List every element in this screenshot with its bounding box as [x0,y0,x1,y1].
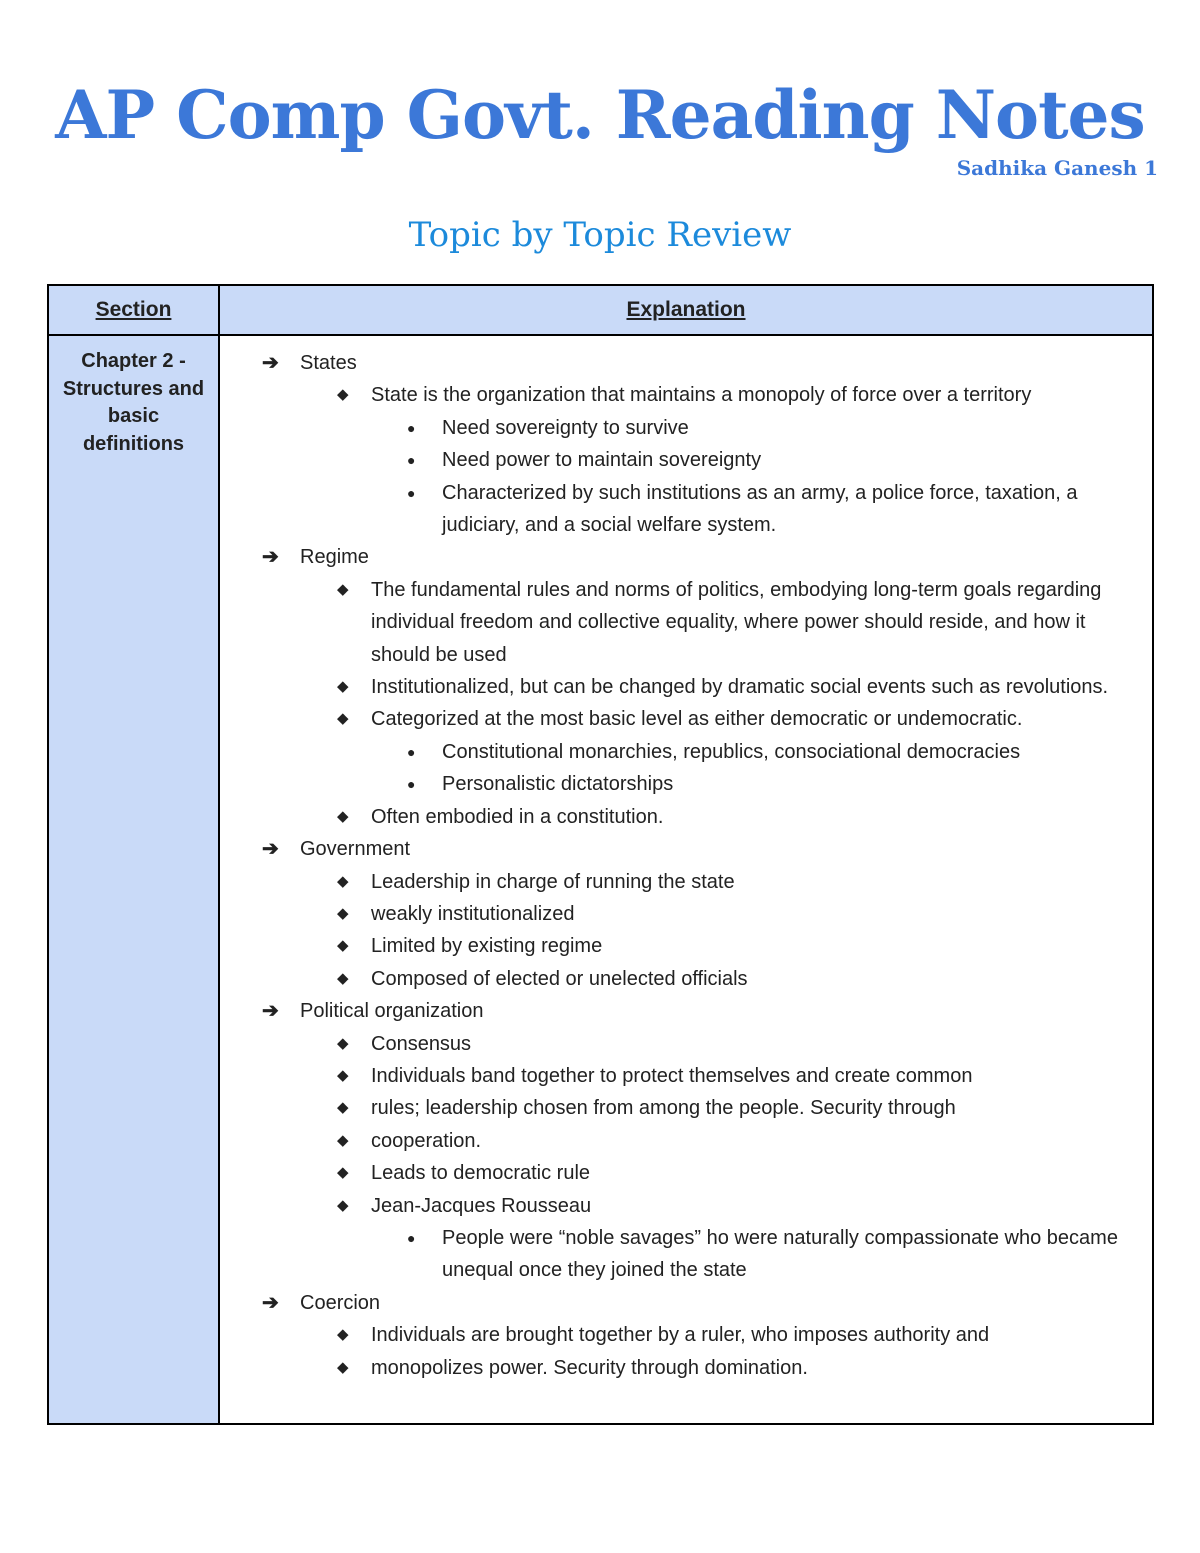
outline-item-text: Characterized by such institutions as an army, a police force, taxation, a judiciary, and a social welfare system. [442,481,1078,537]
outline-item [220,1060,1152,1092]
outline-item-text: Government [300,838,411,861]
outline-item [220,379,1152,411]
circle-bullet-icon: ● [407,452,416,469]
diamond-bullet-icon: ◆ [337,1326,349,1344]
outline-item-text: The fundamental rules and norms of politics, embodying long-term goals regarding individual freedom and collective equality, where power should reside, and how it should be used [371,578,1102,666]
outline-item [220,541,1152,573]
outline-item [220,963,1152,995]
outline-item-text: Often embodied in a constitution. [371,805,664,828]
outline-item-text: monopolizes power. Security through domination. [371,1356,808,1379]
outline-item [220,574,1152,671]
outline-item [220,444,1152,476]
section-cell: Chapter 2 - Structures and basic definitions [48,335,219,1424]
outline-item-text: Political organization [300,1000,484,1023]
explanation-outline [220,347,1152,1384]
outline-item-text: Leads to democratic rule [371,1162,591,1185]
outline-item [220,898,1152,930]
diamond-bullet-icon: ◆ [337,872,349,890]
outline-item-text: State is the organization that maintains a monopoly of force over a territory [371,384,1032,407]
table-header-row [48,285,1153,335]
outline-item [220,1287,1152,1319]
outline-item [220,1157,1152,1189]
diamond-bullet-icon: ◆ [337,1099,349,1117]
outline-item [220,1190,1152,1222]
outline-item [220,1125,1152,1157]
outline-item [220,1319,1152,1351]
outline-item [220,671,1152,703]
explanation-column-header: Explanation [219,285,1153,335]
circle-bullet-icon: ● [407,1229,416,1246]
outline-item-text: Consensus [371,1032,472,1055]
diamond-bullet-icon: ◆ [337,386,349,404]
diamond-bullet-icon: ◆ [337,1034,349,1052]
diamond-bullet-icon: ◆ [337,1066,349,1084]
outline-item [220,833,1152,865]
outline-item-text: Regime [300,546,369,569]
outline-item-text: Composed of elected or unelected officials [371,967,748,990]
outline-item-text: States [300,352,357,374]
outline-item [220,995,1152,1027]
outline-item [220,347,1152,379]
explanation-cell [219,335,1153,1424]
notes-table [47,284,1154,1425]
author-name: Sadhika Ganesh 1 [956,156,1158,180]
document-subtitle: Topic by Topic Review [408,215,792,255]
diamond-bullet-icon: ◆ [337,969,349,987]
outline-item [220,801,1152,833]
section-column-header: Section [48,285,219,335]
diamond-bullet-icon: ◆ [337,1196,349,1214]
outline-item-text: Need power to maintain sovereignty [442,449,762,472]
outline-item-text: weakly institutionalized [371,902,575,925]
outline-item [220,1352,1152,1384]
outline-item [220,1028,1152,1060]
outline-item-text: Leadership in charge of running the state [371,870,735,893]
outline-item-text: Jean-Jacques Rousseau [371,1194,592,1217]
outline-item [220,866,1152,898]
outline-item-text: Coercion [300,1291,381,1314]
arrow-bullet-icon: ➔ [262,1000,279,1023]
diamond-bullet-icon: ◆ [337,1358,349,1376]
circle-bullet-icon: ● [407,484,416,501]
arrow-bullet-icon: ➔ [262,546,279,569]
outline-item-text: Institutionalized, but can be changed by dramatic social events such as revolutions. [371,676,1109,699]
outline-item [220,477,1152,542]
arrow-bullet-icon: ➔ [262,1291,279,1314]
outline-item-text: Limited by existing regime [371,935,603,958]
diamond-bullet-icon: ◆ [337,904,349,922]
table-row [48,335,1153,1424]
outline-item [220,412,1152,444]
diamond-bullet-icon: ◆ [337,1131,349,1149]
outline-item [220,1222,1152,1287]
outline-item-text: cooperation. [371,1129,482,1152]
outline-item-text: Need sovereignty to survive [442,416,689,439]
outline-item [220,930,1152,962]
outline-item-text: Individuals band together to protect themselves and create common [371,1064,973,1087]
outline-item-text: Individuals are brought together by a ruler, who imposes authority and [371,1324,990,1347]
diamond-bullet-icon: ◆ [337,678,349,696]
outline-item [220,736,1152,768]
diamond-bullet-icon: ◆ [337,807,349,825]
outline-item-text: Categorized at the most basic level as either democratic or undemocratic. [371,708,1023,731]
outline-item-text: Constitutional monarchies, republics, consociational democracies [442,740,1021,763]
outline-item [220,768,1152,800]
arrow-bullet-icon: ➔ [262,352,279,374]
outline-item [220,1092,1152,1124]
outline-item [220,703,1152,735]
diamond-bullet-icon: ◆ [337,1164,349,1182]
arrow-bullet-icon: ➔ [262,838,279,861]
circle-bullet-icon: ● [407,743,416,760]
outline-item-text: rules; leadership chosen from among the people. Security through [371,1097,956,1120]
circle-bullet-icon: ● [407,419,416,436]
circle-bullet-icon: ● [407,776,416,793]
document-title: AP Comp Govt. Reading Notes [55,76,1145,154]
diamond-bullet-icon: ◆ [337,580,349,598]
diamond-bullet-icon: ◆ [337,710,349,728]
outline-item-text: People were “noble savages” ho were naturally compassionate who became unequal once they joined the state [442,1226,1118,1282]
diamond-bullet-icon: ◆ [337,937,349,955]
outline-item-text: Personalistic dictatorships [442,773,674,796]
